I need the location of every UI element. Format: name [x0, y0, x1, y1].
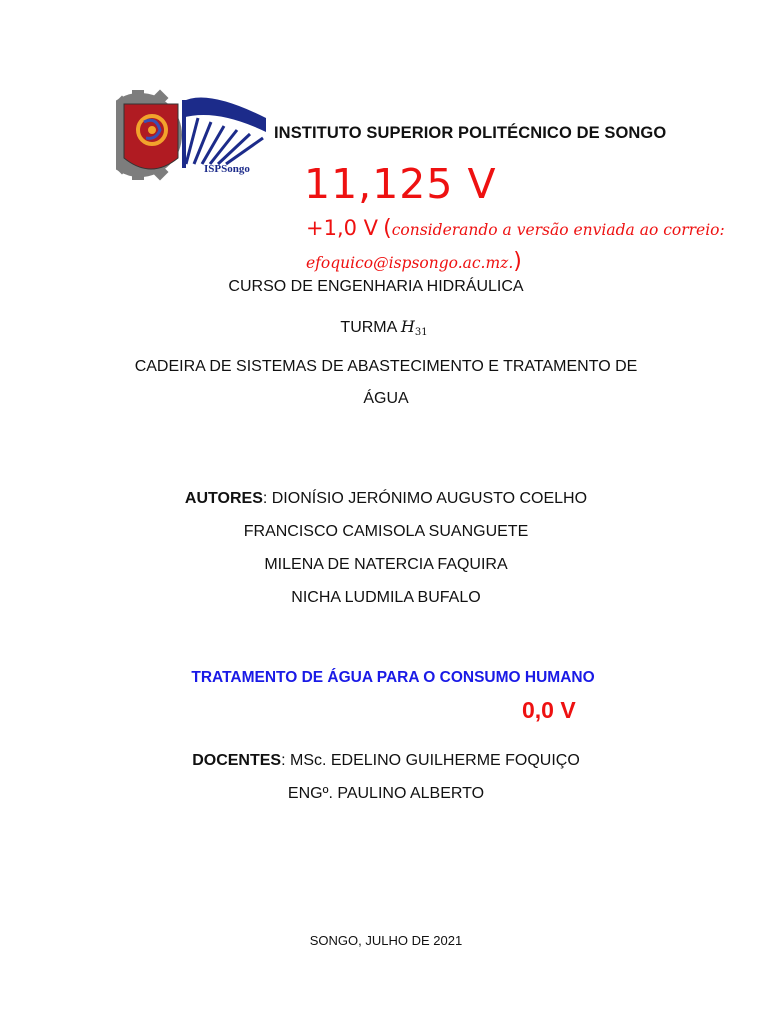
teacher-name: MSc. EDELINO GUILHERME FOQUIÇO — [289, 752, 580, 769]
teacher-name: ENGº. PAULINO ALBERTO — [287, 785, 485, 802]
institution-name: INSTITUTO SUPERIOR POLITÉCNICO DE SONGO — [274, 124, 667, 142]
grade-extra-value: +1,0 V — [306, 216, 379, 240]
class-line — [0, 317, 768, 338]
class-code-sub: 31 — [414, 327, 428, 338]
place-date: SONGO, JULHO DE 2021 — [309, 933, 463, 948]
author-name: DIONÍSIO JERÓNIMO AUGUSTO COELHO — [271, 490, 588, 507]
work-title: TRATAMENTO DE ÁGUA PARA O CONSUMO HUMANO — [191, 669, 595, 686]
authors-line: AUTORES: DIONÍSIO JERÓNIMO AUGUSTO COELHO — [184, 490, 588, 507]
teachers-line: DOCENTES: MSc. EDELINO GUILHERME FOQUIÇO — [192, 752, 580, 769]
grade-note-close: ) — [513, 249, 522, 274]
authors-label: AUTORES — [184, 490, 263, 507]
class-label: TURMA — [340, 319, 397, 336]
author-name: FRANCISCO CAMISOLA SUANGUETE — [243, 523, 529, 540]
author-name: NICHA LUDMILA BUFALO — [291, 589, 481, 606]
author-name: MILENA DE NATERCIA FAQUIRA — [264, 556, 508, 573]
logo-text: ISPSongo — [204, 163, 250, 175]
subject-line-1: CADEIRA DE SISTEMAS DE ABASTECIMENTO E TRATAMENTO DE — [134, 358, 638, 375]
class-code-base: H — [400, 317, 415, 336]
class-code — [401, 317, 428, 336]
grade-extra-note: considerando a versão enviada ao correio: efoquico@ispsongo.ac.mz. — [306, 221, 725, 272]
grade-extra — [306, 213, 726, 279]
title-grade: 0,0 V — [522, 697, 576, 723]
ispsongo-logo-icon — [116, 88, 266, 184]
course-name: CURSO DE ENGENHARIA HIDRÁULICA — [228, 278, 524, 295]
grade-main: 11,125 V — [304, 160, 497, 208]
teachers-label: DOCENTES — [192, 752, 282, 769]
subject-line-2: ÁGUA — [363, 390, 409, 407]
grade-note-open: ( — [383, 216, 392, 241]
